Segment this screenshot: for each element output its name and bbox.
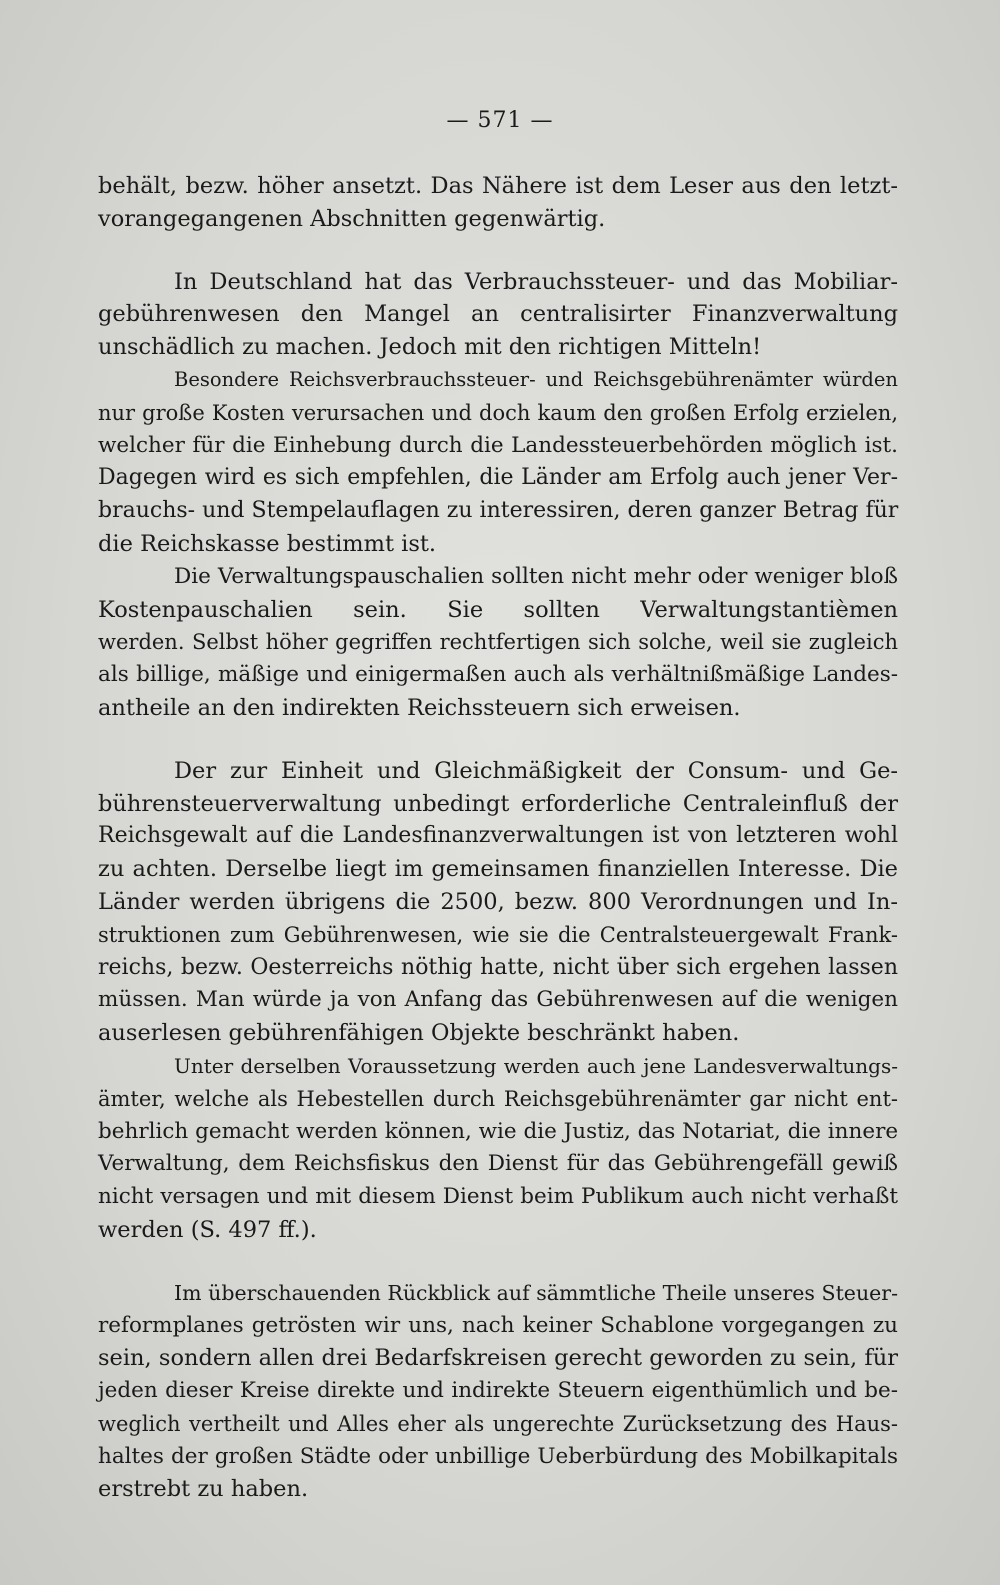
text-line: Dagegen wird es sich empfehlen, die Länder am Erfolg auch jener Ver- bbox=[98, 465, 898, 491]
paragraph-3 bbox=[98, 364, 898, 561]
body-text bbox=[98, 170, 898, 1506]
text-line: unschädlich zu machen. Jedoch mit den richtigen Mitteln! bbox=[98, 334, 762, 361]
paragraph-7 bbox=[98, 1277, 898, 1507]
text-line: Die Verwaltungspauschalien sollten nicht mehr oder weniger bloß bbox=[174, 563, 898, 589]
text-line: Verwaltung, dem Reichsfiskus den Dienst für das Gebührengefäll gewiß bbox=[98, 1151, 898, 1177]
text-line: werden (S. 497 ff.). bbox=[98, 1216, 317, 1243]
paragraph-1 bbox=[98, 170, 898, 236]
text-line: Besondere Reichsverbrauchssteuer- und Reichsgebührenämter würden bbox=[174, 367, 898, 391]
page-number: — 571 — bbox=[446, 108, 554, 133]
text-line: sein, sondern allen drei Bedarfskreisen gerecht geworden zu sein, für bbox=[98, 1345, 898, 1372]
text-line: erstrebt zu haben. bbox=[98, 1476, 309, 1503]
text-line: zu achten. Derselbe liegt im gemeinsamen finanziellen Interesse. Die bbox=[98, 856, 898, 883]
text-line: gebührenwesen den Mangel an centralisirter Finanzverwaltung bbox=[98, 301, 898, 328]
text-line: brauchs- und Stempelauflagen zu interessiren, deren ganzer Betrag für bbox=[98, 498, 899, 524]
text-line: nur große Kosten verursachen und doch kaum den großen Erfolg erzielen, bbox=[98, 400, 898, 425]
text-line: ämter, welche als Hebestellen durch Reichsgebührenämter gar nicht ent- bbox=[98, 1086, 898, 1111]
text-line: nicht versagen und mit diesem Dienst beim Publikum auch nicht verhaßt bbox=[98, 1184, 898, 1210]
text-line: Kostenpauschalien sein. Sie sollten Verwaltungstantièmen bbox=[98, 596, 898, 623]
text-line: reformplanes getrösten wir uns, nach keiner Schablone vorgegangen zu bbox=[98, 1312, 898, 1338]
text-line: Im überschauenden Rückblick auf sämmtliche Theile unseres Steuer- bbox=[174, 1280, 898, 1305]
text-line: weglich vertheilt und Alles eher als ungerechte Zurücksetzung des Haus- bbox=[98, 1411, 898, 1436]
text-line: als billige, mäßige und einigermaßen auch als verhältnißmäßige Landes- bbox=[98, 662, 898, 688]
text-line: die Reichskasse bestimmt ist. bbox=[98, 530, 437, 557]
paragraph-5 bbox=[98, 755, 898, 1050]
text-line: struktionen zum Gebührenwesen, wie sie die Centralsteuergewalt Frank- bbox=[98, 922, 898, 947]
text-line: antheile an den indirekten Reichssteuern sich erweisen. bbox=[98, 694, 741, 721]
text-line: Länder werden übrigens die 2500, bezw. 800 Verordnungen und In- bbox=[98, 888, 898, 915]
paragraph-2 bbox=[98, 266, 898, 364]
paragraph-6 bbox=[98, 1050, 898, 1247]
text-line: haltes der großen Städte oder unbillige Ueberbürdung des Mobilkapitals bbox=[98, 1443, 898, 1469]
text-line: behrlich gemacht werden können, wie die Justiz, das Notariat, die innere bbox=[98, 1118, 899, 1144]
text-line: jeden dieser Kreise direkte und indirekte Steuern eigenthümlich und be- bbox=[98, 1378, 898, 1404]
paragraph-4 bbox=[98, 561, 898, 725]
text-line: vorangegangenen Abschnitten gegenwärtig. bbox=[98, 205, 606, 232]
text-line: behält, bezw. höher ansetzt. Das Nähere ist dem Leser aus den letzt- bbox=[98, 173, 898, 199]
text-line: Unter derselben Voraussetzung werden auch jene Landesverwaltungs- bbox=[174, 1053, 898, 1078]
text-line: müssen. Man würde ja von Anfang das Gebührenwesen auf die wenigen bbox=[98, 987, 898, 1013]
text-line: auserlesen gebührenfähigen Objekte beschränkt haben. bbox=[98, 1020, 740, 1047]
text-line: werden. Selbst höher gegriffen rechtfertigen sich solche, weil sie zugleich bbox=[98, 630, 898, 655]
text-line: Reichsgewalt auf die Landesfinanzverwaltungen ist von letzteren wohl bbox=[98, 823, 898, 849]
text-line: Der zur Einheit und Gleichmäßigkeit der Consum- und Ge- bbox=[174, 757, 898, 784]
text-line: reichs, bezw. Oesterreichs nöthig hatte, nicht über sich ergehen lassen bbox=[98, 954, 898, 980]
text-line: In Deutschland hat das Verbrauchssteuer- und das Mobiliar- bbox=[174, 268, 898, 295]
text-line: welcher für die Einhebung durch die Landessteuerbehörden möglich ist. bbox=[98, 432, 898, 458]
text-line: bührensteuerverwaltung unbedingt erforderliche Centraleinfluß der bbox=[98, 790, 898, 817]
